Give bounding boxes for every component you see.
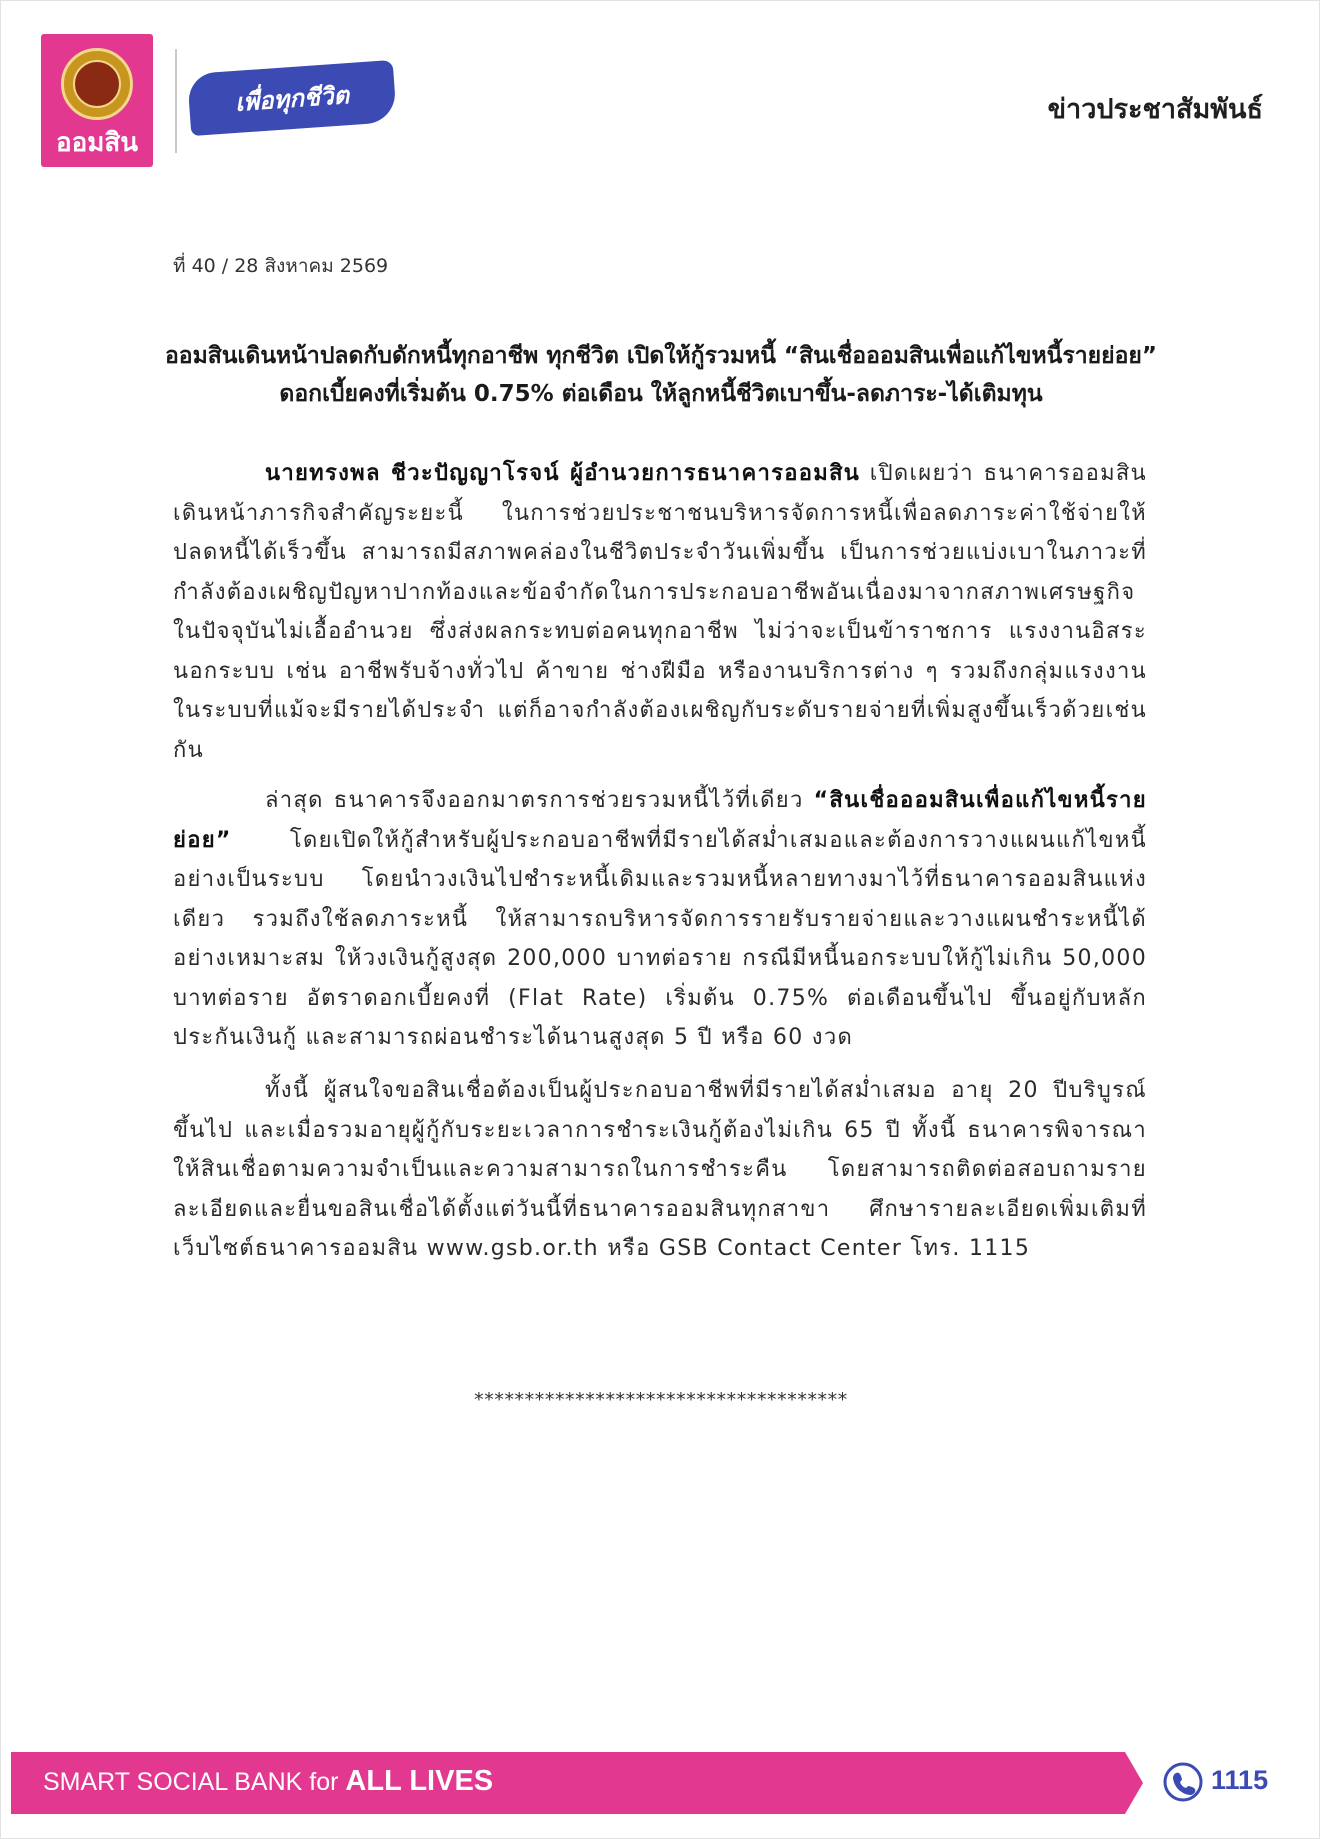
emblem-icon [61,48,133,120]
paragraph-1 [173,454,1147,770]
paragraph-2-product-name: “สินเชื่อออมสินเพื่อแก้ไขหนี้รายย่อย” [173,788,1147,853]
end-marker: ************************************* [474,1389,848,1411]
footer-phone-number: 1115 [1211,1765,1269,1795]
logo-text: ออมสิน [55,128,138,158]
paragraph-2-text-before: ล่าสุด ธนาคารจึงออกมาตรการช่วยรวมหนี้ไว้ที่เดียว [265,788,814,813]
reference-number: ที่ 40 / 28 สิงหาคม 2569 [173,255,389,277]
headline-line-2: ดอกเบี้ยคงที่เริ่มต้น 0.75% ต่อเดือน ให้ลูกหนี้ชีวิตเบาขึ้น-ลดภาระ-ได้เติมทุน [279,381,1043,407]
footer-slogan-part-3: ALL LIVES [345,1765,494,1797]
footer-slogan-part-1: SMART SOCIAL BANK [43,1768,303,1796]
paragraph-3 [173,1071,1147,1269]
headline-line-1: ออมสินเดินหน้าปลดกับดักหนี้ทุกอาชีพ ทุกชีวิต เปิดให้กู้รวมหนี้ “สินเชื่อออมสินเพื่อแก้ไขหนี้รายย่อย” [164,343,1158,369]
slogan-text: เพื่อทุกชีวิต [234,79,350,117]
paragraph-1-lead: นายทรงพล ชีวะปัญญาโรจน์ ผู้อำนวยการธนาคารออมสิน [265,461,861,486]
headline [121,337,1201,413]
document-type-label: ข่าวประชาสัมพันธ์ [1047,94,1263,125]
paragraph-2 [173,781,1147,1058]
paragraph-3-text: ทั้งนี้ ผู้สนใจขอสินเชื่อต้องเป็นผู้ประกอบอาชีพที่มีรายได้สม่ำเสมอ อายุ 20 ปีบริบูรณ์ขึ้นไป และเมื่อรวมอายุผู้กู้กับระยะเวลาการชำระเงินกู้ต้องไม่เกิน 65 ปี ทั้งนี้ ธนาคารพิจารณาให้สินเชื่อตามความจำเป็นและความสามารถในการชำระคืน โดยสามารถติดต่อสอบถามรายละเอียดและยื่นขอสินเชื่อได้ตั้งแต่วันนี้ที่ธนาคารออมสินทุกสาขา ศึกษารายละเอียดเพิ่มเติมที่เว็บไซต์ธนาคารออมสิน www.gsb.or.th หรือ GSB Contact Center โทร. 1115 [173,1078,1147,1261]
paragraph-1-text: เปิดเผยว่า ธนาคารออมสินเดินหน้าภารกิจสำคัญระยะนี้ ในการช่วยประชาชนบริหารจัดการหนี้เพื่อลดภาระค่าใช้จ่ายให้ปลดหนี้ได้เร็วขึ้น สามารถมีสภาพคล่องในชีวิตประจำวันเพิ่มขึ้น เป็นการช่วยแบ่งเบาในภาวะที่กำลังต้องเผชิญปัญหาปากท้องและข้อจำกัดในการประกอบอาชีพอันเนื่องมาจากสภาพเศรษฐกิจในปัจจุบันไม่เอื้ออำนวย ซึ่งส่งผลกระทบต่อคนทุกอาชีพ ไม่ว่าจะเป็นข้าราชการ แรงงานอิสระนอกระบบ เช่น อาชีพรับจ้างทั่วไป ค้าขาย ช่างฝีมือ หรืองานบริการต่าง ๆ รวมถึงกลุ่มแรงงานในระบบที่แม้จะมีรายได้ประจำ แต่ก็อาจกำลังต้องเผชิญกับระดับรายจ่ายที่เพิ่มสูงขึ้นเร็วด้วยเช่นกัน [173,461,1147,763]
slogan-badge [187,60,397,136]
footer-slogan-part-2: for [302,1768,346,1796]
gsb-logo [41,34,153,167]
paragraph-2-text-after: โดยเปิดให้กู้สำหรับผู้ประกอบอาชีพที่มีรายได้สม่ำเสมอและต้องการวางแผนแก้ไขหนี้อย่างเป็นระบบ โดยนำวงเงินไปชำระหนี้เดิมและรวมหนี้หลายทางมาไว้ที่ธนาคารออมสินแห่งเดียว รวมถึงใช้ลดภาระหนี้ ให้สามารถบริหารจัดการรายรับรายจ่ายและวางแผนชำระหนี้ได้อย่างเหมาะสม ให้วงเงินกู้สูงสุด 200,000 บาทต่อราย กรณีมีหนี้นอกระบบให้กู้ไม่เกิน 50,000 บาทต่อราย อัตราดอกเบี้ยคงที่ (Flat Rate) เริ่มต้น 0.75% ต่อเดือนขึ้นไป ขึ้นอยู่กับหลักประกันเงินกู้ และสามารถผ่อนชำระได้นานสูงสุด 5 ปี หรือ 60 งวด [173,827,1147,1050]
phone-icon [1163,1762,1203,1802]
footer-slogan [43,1765,493,1798]
header-divider [175,49,177,153]
